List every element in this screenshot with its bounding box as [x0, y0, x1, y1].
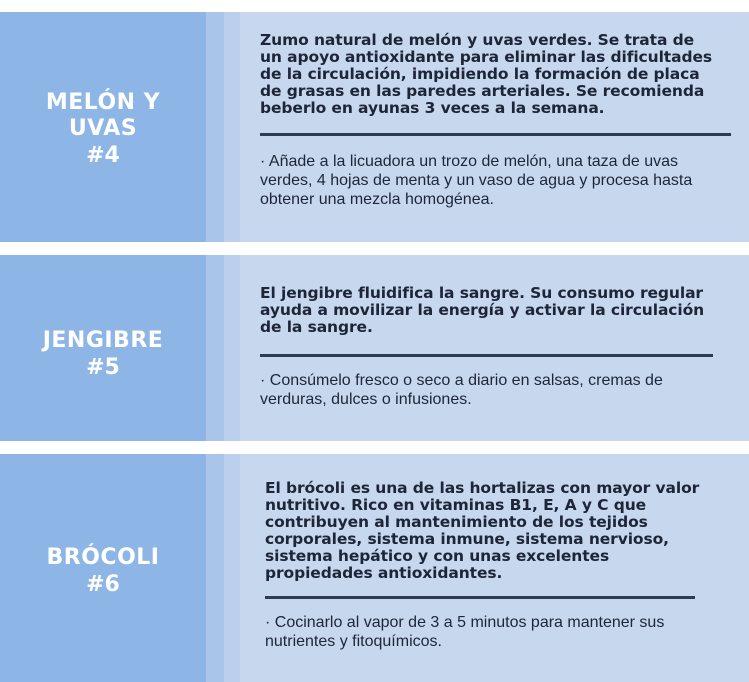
card-title-line: BRÓCOLI: [46, 545, 160, 570]
decorative-stripe: [224, 454, 240, 682]
card-tip: · Añade a la licuadora un trozo de melón, una taza de uvas verdes, 4 hojas de menta y un vaso de agua y procesa hasta obtener una mezcla homogénea.: [260, 153, 693, 208]
card-description: El brócoli es una de las hortalizas con mayor valor nutritivo. Rico en vitaminas B1, E, A y C que contribuyen al mantenimiento de los tejidos corporales, sistema inmune, sistema nervioso, sistema hepático y con unas excelentes propiedades antioxidantes.: [265, 479, 700, 582]
card-heading: [0, 454, 206, 682]
divider: [260, 354, 713, 357]
card-brocoli: [0, 454, 749, 682]
decorative-stripe: [224, 255, 240, 441]
card-title-line: MELÓN Y: [45, 90, 161, 115]
card-melon-uvas: [0, 12, 749, 242]
card-description: El jengibre fluidifica la sangre. Su consumo regular ayuda a movilizar la energía y activar la circulación de la sangre.: [260, 284, 705, 336]
card-number: #5: [86, 355, 120, 380]
card-content: [260, 285, 713, 409]
card-number: #6: [86, 572, 120, 597]
card-jengibre: [0, 255, 749, 441]
card-content: [265, 480, 713, 651]
card-tip: · Cocinarlo al vapor de 3 a 5 minutos para mantener sus nutrientes y fitoquímicos.: [265, 614, 665, 650]
divider: [265, 596, 695, 599]
card-heading: [0, 12, 206, 242]
card-number: #4: [86, 143, 120, 168]
card-tip: · Consúmelo fresco o seco a diario en salsas, cremas de verduras, dulces o infusiones.: [260, 372, 663, 408]
card-description: Zumo natural de melón y uvas verdes. Se trata de un apoyo antioxidante para eliminar las dificultades de la circulación, impidiendo la formación de placa de grasas en las paredes arteriales. Se recomienda beberlo en ayunas 3 veces a la semana.: [260, 31, 712, 117]
card-heading: [0, 255, 206, 441]
decorative-stripe: [206, 255, 224, 441]
decorative-stripe: [206, 12, 224, 242]
decorative-stripe: [206, 454, 224, 682]
card-title-line: JENGIBRE: [42, 328, 164, 353]
card-content: [260, 32, 713, 209]
card-title-line: UVAS: [68, 116, 138, 141]
divider: [260, 133, 731, 136]
decorative-stripe: [224, 12, 240, 242]
